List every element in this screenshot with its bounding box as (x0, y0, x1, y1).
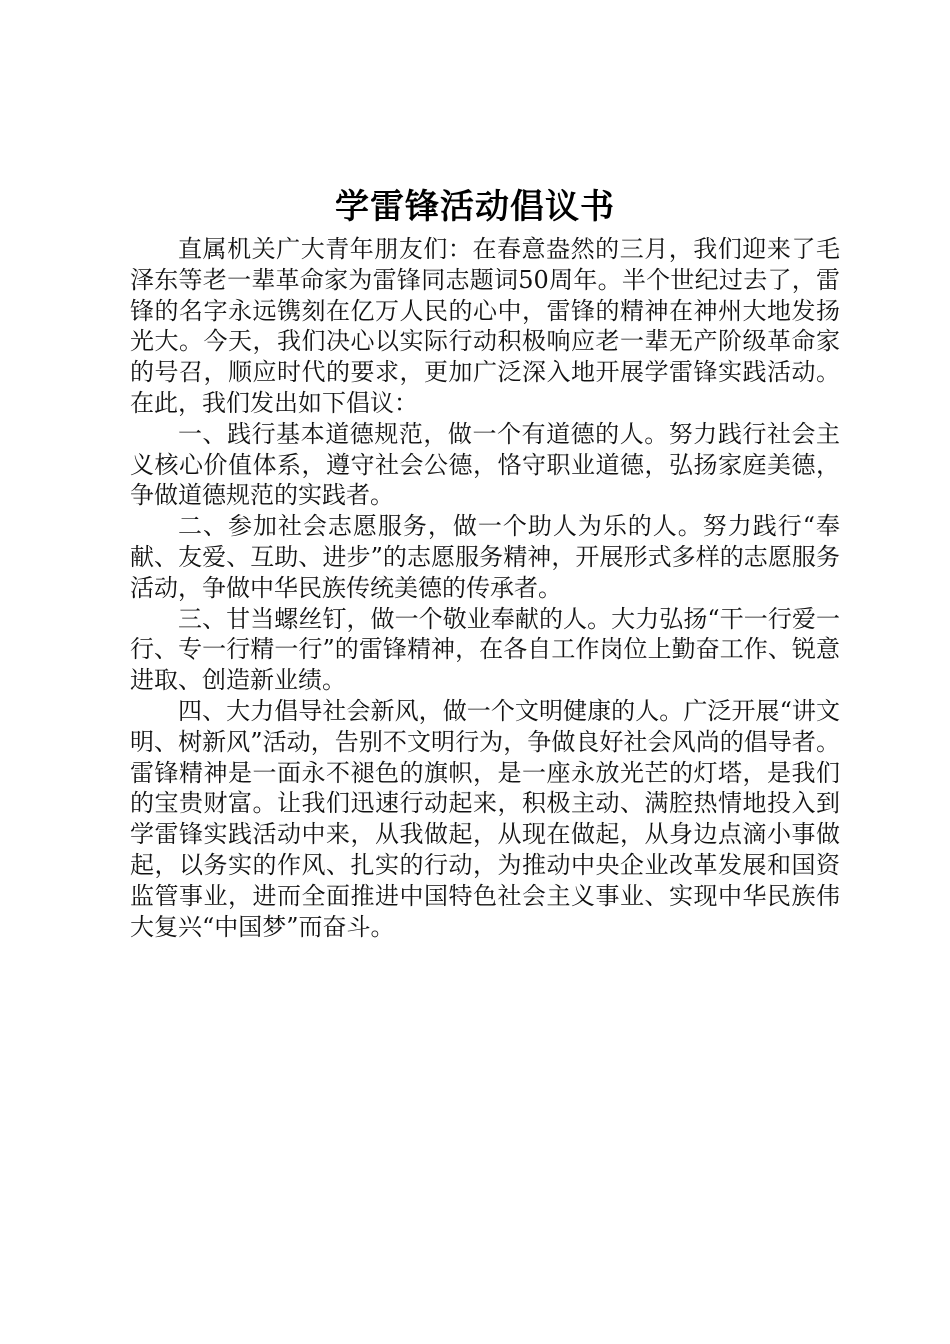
paragraph-intro: 直属机关广大青年朋友们：在春意盎然的三月，我们迎来了毛泽东等老一辈革命家为雷锋同志题词50周年。半个世纪过去了，雷锋的名字永远镌刻在亿万人民的心中，雷锋的精神在神州大地发扬光大。今天，我们决心以实际行动积极响应老一辈无产阶级革命家的号召，顺应时代的要求，更加广泛深入地开展学雷锋实践活动。在此，我们发出如下倡议： (130, 235, 840, 417)
document-title: 学雷锋活动倡议书 (335, 187, 615, 227)
paragraph-proposal-4: 四、大力倡导社会新风，做一个文明健康的人。广泛开展“讲文明、树新风”活动，告别不文明行为，争做良好社会风尚的倡导者。雷锋精神是一面永不褪色的旗帜，是一座永放光芒的灯塔，是我们的宝贵财富。让我们迅速行动起来，积极主动、满腔热情地投入到学雷锋实践活动中来，从我做起，从现在做起，从身边点滴小事做起，以务实的作风、扎实的行动，为推动中央企业改革发展和国资监管事业，进而全面推进中国特色社会主义事业、实现中华民族伟大复兴“中国梦”而奋斗。 (130, 696, 840, 941)
document-body (130, 234, 840, 942)
paragraph-proposal-1: 一、践行基本道德规范，做一个有道德的人。努力践行社会主义核心价值体系，遵守社会公德，恪守职业道德，弘扬家庭美德，争做道德规范的实践者。 (130, 419, 840, 510)
paragraph-proposal-3: 三、甘当螺丝钉，做一个敬业奉献的人。大力弘扬“干一行爱一行、专一行精一行”的雷锋精神，在各自工作岗位上勤奋工作、锐意进取、创造新业绩。 (130, 604, 840, 695)
paragraph-proposal-2: 二、参加社会志愿服务，做一个助人为乐的人。努力践行“奉献、友爱、互助、进步”的志愿服务精神，开展形式多样的志愿服务活动，争做中华民族传统美德的传承者。 (130, 512, 840, 602)
